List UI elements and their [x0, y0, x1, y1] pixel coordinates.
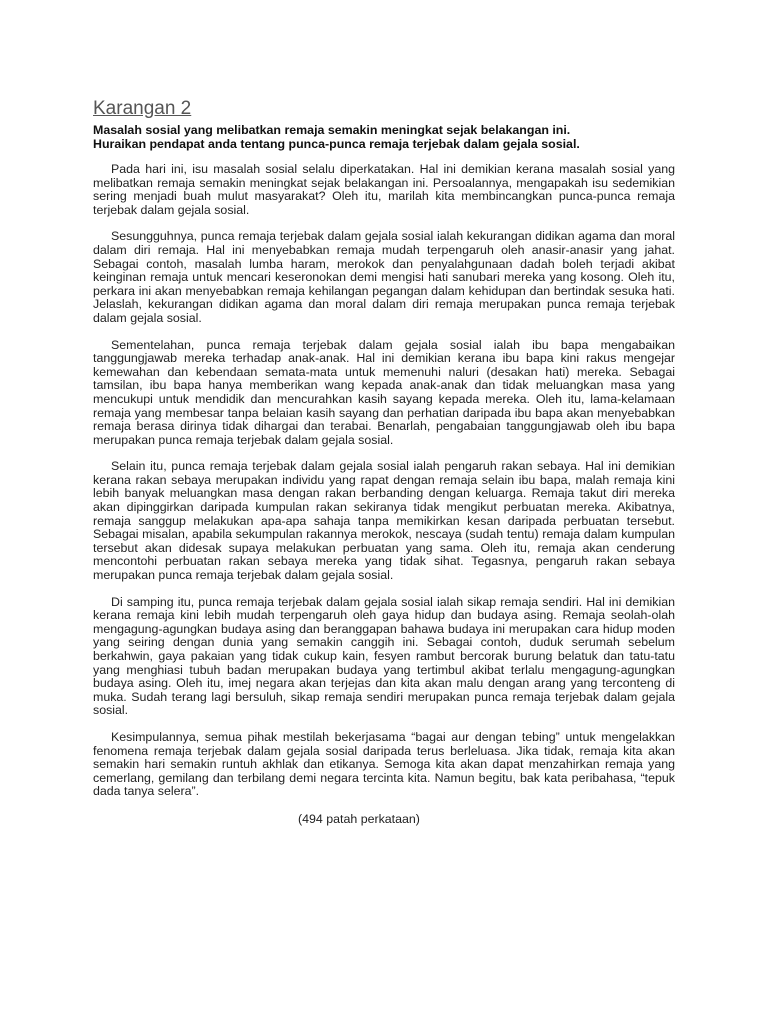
paragraph-point-3: Selain itu, punca remaja terjebak dalam gejala sosial ialah pengaruh rakan sebaya. Hal ini demikian kerana rakan sebaya merupakan individu yang rapat dengan remaja selain ibu bapa, malah remaja kini lebih banyak meluangkan masa dengan rakan berbanding dengan keluarga. Remaja takut diri mereka akan dipinggirkan daripada kumpulan rakan sekiranya tidak mengikut perbuatan mereka. Akibatnya, remaja sanggup melakukan apa-apa sahaja tanpa memikirkan kesan daripada perbuatan tersebut. Sebagai misalan, apabila sekumpulan rakannya merokok, nescaya (sudah tentu) remaja dalam kumpulan tersebut akan didesak supaya melakukan perbuatan yang sama. Oleh itu, remaja akan cenderung mencontohi perbuatan rakan sebaya mereka yang tidak sihat. Tegasnya, pengaruh rakan sebaya merupakan punca remaja terjebak dalam gejala sosial.	[93, 459, 675, 583]
question-line-2: Huraikan pendapat anda tentang punca-punca remaja terjebak dalam gejala sosial.	[93, 137, 580, 151]
paragraph-point-4: Di samping itu, punca remaja terjebak dalam gejala sosial ialah sikap remaja sendiri. Hal ini demikian kerana remaja kini lebih mudah terpengaruh oleh gaya hidup dan budaya asing. Remaja seolah-olah mengagung-agungkan budaya asing dan beranggapan bahawa budaya ini merupakan cara hidup moden yang seiring dengan dunia yang semakin canggih ini. Sebagai contoh, duduk serumah sebelum berkahwin, gaya pakaian yang tidak cukup kain, fesyen rambut bercorak burung belatuk dan tatu-tatu yang menghiasi tubuh badan merupakan budaya yang tertimbul akibat terlalu mengagung-agungkan budaya asing. Oleh itu, imej negara akan terjejas dan kita akan malu dengan arang yang terconteng di muka. Sudah terang lagi bersuluh, sikap remaja sendiri merupakan punca remaja terjebak dalam gejala sosial.	[93, 594, 675, 718]
essay-title: Karangan 2	[93, 98, 192, 119]
paragraph-point-2: Sementelahan, punca remaja terjebak dalam gejala sosial ialah ibu bapa mengabaikan tanggungjawab mereka terhadap anak-anak. Hal ini demikian kerana ibu bapa kini rakus mengejar kemewahan dan kebendaan semata-mata untuk memenuhi naluri (desakan hati) mereka. Sebagai tamsilan, ibu bapa hanya memberikan wang kepada anak-anak dan tidak meluangkan masa yang mencukupi untuk mendidik dan mencurahkan kasih sayang kepada mereka. Oleh itu, lama-kelamaan remaja yang membesar tanpa belaian kasih sayang dan perhatian daripada ibu bapa akan menyebabkan remaja berasa dirinya tidak dihargai dan terabai. Benarlah, pengabaian tanggungjawab oleh ibu bapa merupakan punca remaja terjebak dalam gejala sosial.	[93, 337, 675, 447]
paragraph-introduction: Pada hari ini, isu masalah sosial selalu diperkatakan. Hal ini demikian kerana masalah sosial yang melibatkan remaja semakin meningkat sejak belakangan ini. Persoalannya, mengapakah isu sedemikian sering menjadi buah mulut masyarakat? Oleh itu, marilah kita membincangkan punca-punca remaja terjebak dalam gejala sosial.	[93, 162, 675, 217]
paragraph-conclusion: Kesimpulannya, semua pihak mestilah bekerjasama “bagai aur dengan tebing” untuk mengelakkan fenomena remaja terjebak dalam gejala sosial daripada terus berleluasa. Jika tidak, remaja kita akan semakin hari semakin runtuh akhlak dan etikanya. Semoga kita akan dapat menzahirkan remaja yang cemerlang, gemilang dan terbilang demi negara tercinta kita. Namun begitu, bak kata peribahasa, “tepuk dada tanya selera”.	[93, 729, 675, 799]
essay-page	[93, 98, 675, 826]
paragraph-point-1: Sesungguhnya, punca remaja terjebak dalam gejala sosial ialah kekurangan didikan agama dan moral dalam diri remaja. Hal ini menyebabkan remaja mudah terpengaruh oleh anasir-anasir yang jahat. Sebagai contoh, masalah lumba haram, merokok dan penyalahgunaan dadah boleh terjadi akibat keinginan remaja untuk mencari keseronokan demi mengisi hati sanubari mereka yang kosong. Oleh itu, perkara ini akan menyebabkan remaja kehilangan pegangan dalam kehidupan dan bertindak sesuka hati. Jelaslah, kekurangan didikan agama dan moral dalam diri remaja merupakan punca remaja terjebak dalam gejala sosial.	[93, 229, 675, 325]
word-count: (494 patah perkataan)	[298, 811, 420, 826]
question-line-1: Masalah sosial yang melibatkan remaja semakin meningkat sejak belakangan ini.	[93, 123, 571, 137]
